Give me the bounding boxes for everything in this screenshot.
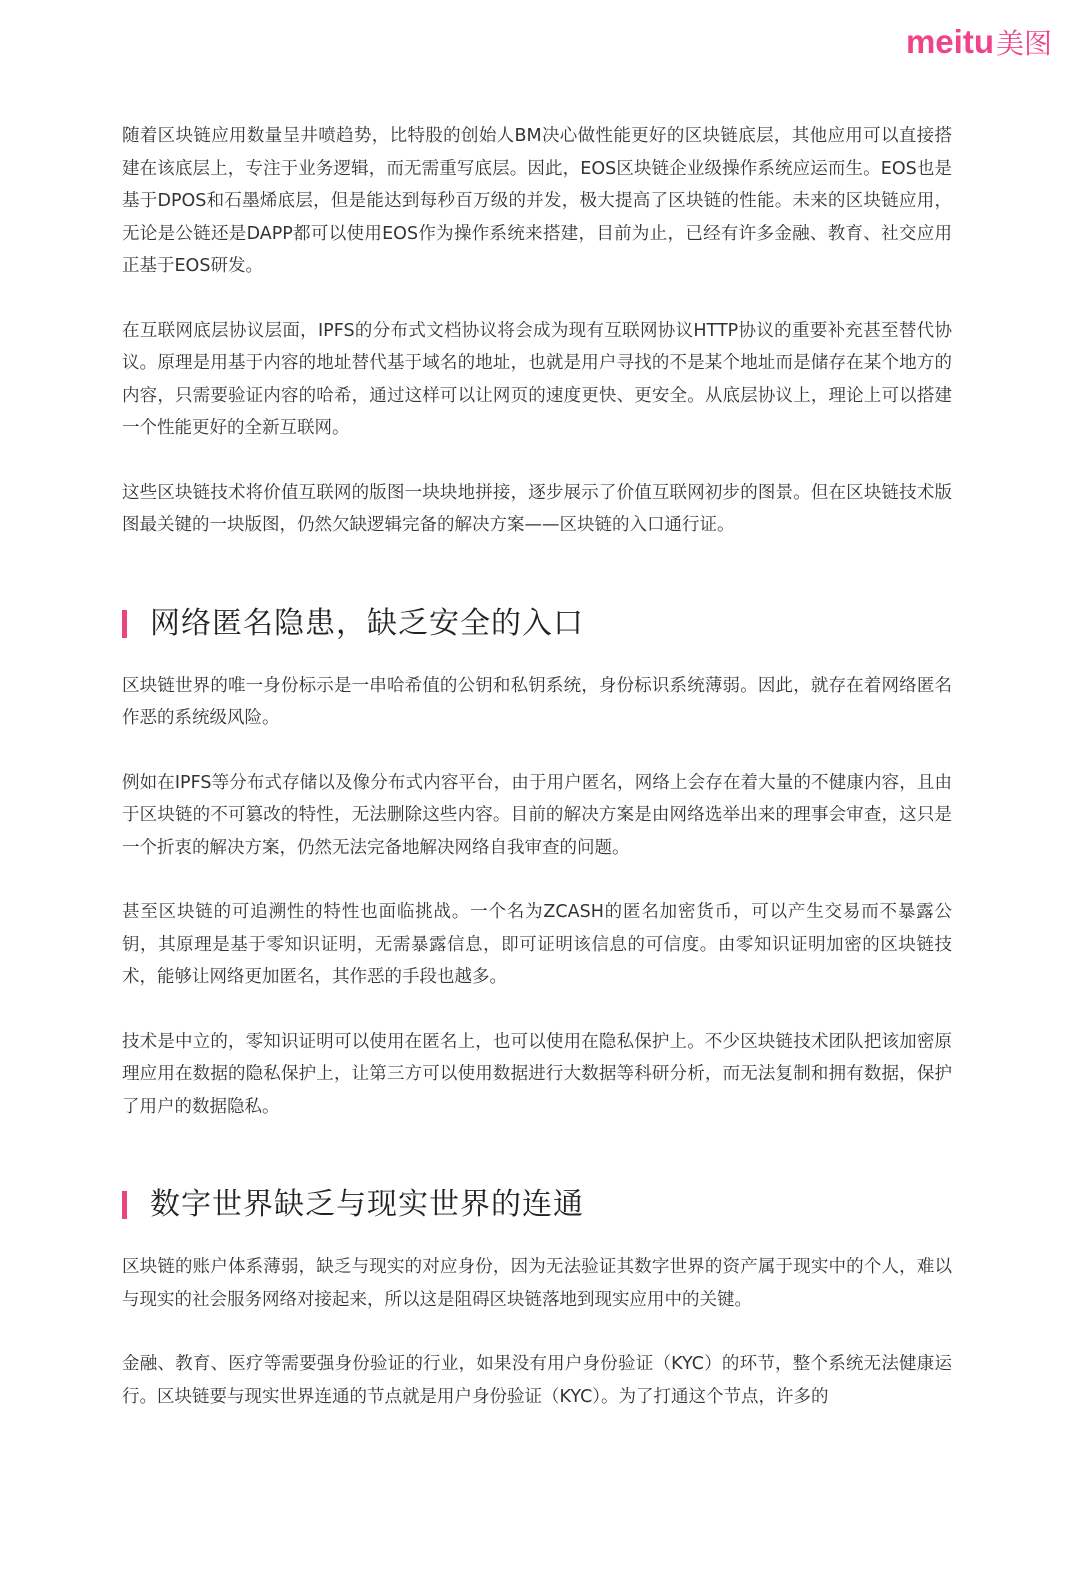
paragraph: 金融、教育、医疗等需要强身份验证的行业，如果没有用户身份验证（KYC）的环节，整个系统无法健康运行。区块链要与现实世界连通的节点就是用户身份验证（KYC）。为了打通这个节点，许多的: [122, 1354, 952, 1407]
paragraph: 区块链的账户体系薄弱，缺乏与现实的对应身份，因为无法验证其数字世界的资产属于现实中的个人，难以与现实的社会服务网络对接起来，所以这是阻碍区块链落地到现实应用中的关键。: [122, 1257, 952, 1310]
paragraph: 区块链世界的唯一身份标示是一串哈希值的公钥和私钥系统，身份标识系统薄弱。因此，就存在着网络匿名作恶的系统级风险。: [122, 675, 952, 728]
section-heading: [122, 604, 952, 644]
brand-logo: [906, 22, 1052, 62]
section-heading-text: 数字世界缺乏与现实世界的连通: [150, 1187, 584, 1222]
heading-accent-bar: [122, 1191, 127, 1219]
paragraph: 技术是中立的，零知识证明可以使用在匿名上，也可以使用在隐私保护上。不少区块链技术团队把该加密原理应用在数据的隐私保护上，让第三方可以使用数据进行大数据等科研分析，而无法复制和拥有数据，保护了用户的数据隐私。: [122, 1031, 952, 1117]
section-heading-text: 网络匿名隐患，缺乏安全的入口: [150, 605, 584, 641]
brand-logo-cjk: 美图: [995, 28, 1052, 59]
paragraph: 随着区块链应用数量呈井喷趋势，比特股的创始人BM决心做性能更好的区块链底层，其他应用可以直接搭建在该底层上，专注于业务逻辑，而无需重写底层。因此，EOS区块链企业级操作系统应运而生。EOS也是基于DPOS和石墨烯底层，但是能达到每秒百万级的并发，极大提高了区块链的性能。未来的区块链应用，无论是公链还是DAPP都可以使用EOS作为操作系统来搭建，目前为止，已经有许多金融、教育、社交应用正基于EOS研发。: [122, 126, 952, 276]
paragraph: 甚至区块链的可追溯性的特性也面临挑战。一个名为ZCASH的匿名加密货币，可以产生交易而不暴露公钥，其原理是基于零知识证明，无需暴露信息，即可证明该信息的可信度。由零知识证明加密的区块链技术，能够让网络更加匿名，其作恶的手段也越多。: [122, 902, 952, 987]
paragraph: 在互联网底层协议层面，IPFS的分布式文档协议将会成为现有互联网协议HTTP协议的重要补充甚至替代协议。原理是用基于内容的地址替代基于域名的地址，也就是用户寻找的不是某个地址而是储存在某个地方的内容，只需要验证内容的哈希，通过这样可以让网页的速度更快、更安全。从底层协议上，理论上可以搭建一个性能更好的全新互联网。: [122, 320, 952, 438]
section-heading: [122, 1185, 952, 1225]
article-body: [122, 120, 952, 1445]
paragraph: 这些区块链技术将价值互联网的版图一块块地拼接，逐步展示了价值互联网初步的图景。但在区块链技术版图最关键的一块版图，仍然欠缺逻辑完备的解决方案——区块链的入口通行证。: [122, 482, 952, 535]
brand-logo-latin: meitu: [905, 23, 994, 60]
paragraph: 例如在IPFS等分布式存储以及像分布式内容平台，由于用户匿名，网络上会存在着大量的不健康内容，且由于区块链的不可篡改的特性，无法删除这些内容。目前的解决方案是由网络选举出来的理事会审查，这只是一个折衷的解决方案，仍然无法完备地解决网络自我审查的问题。: [122, 772, 952, 858]
heading-accent-bar: [122, 610, 127, 638]
